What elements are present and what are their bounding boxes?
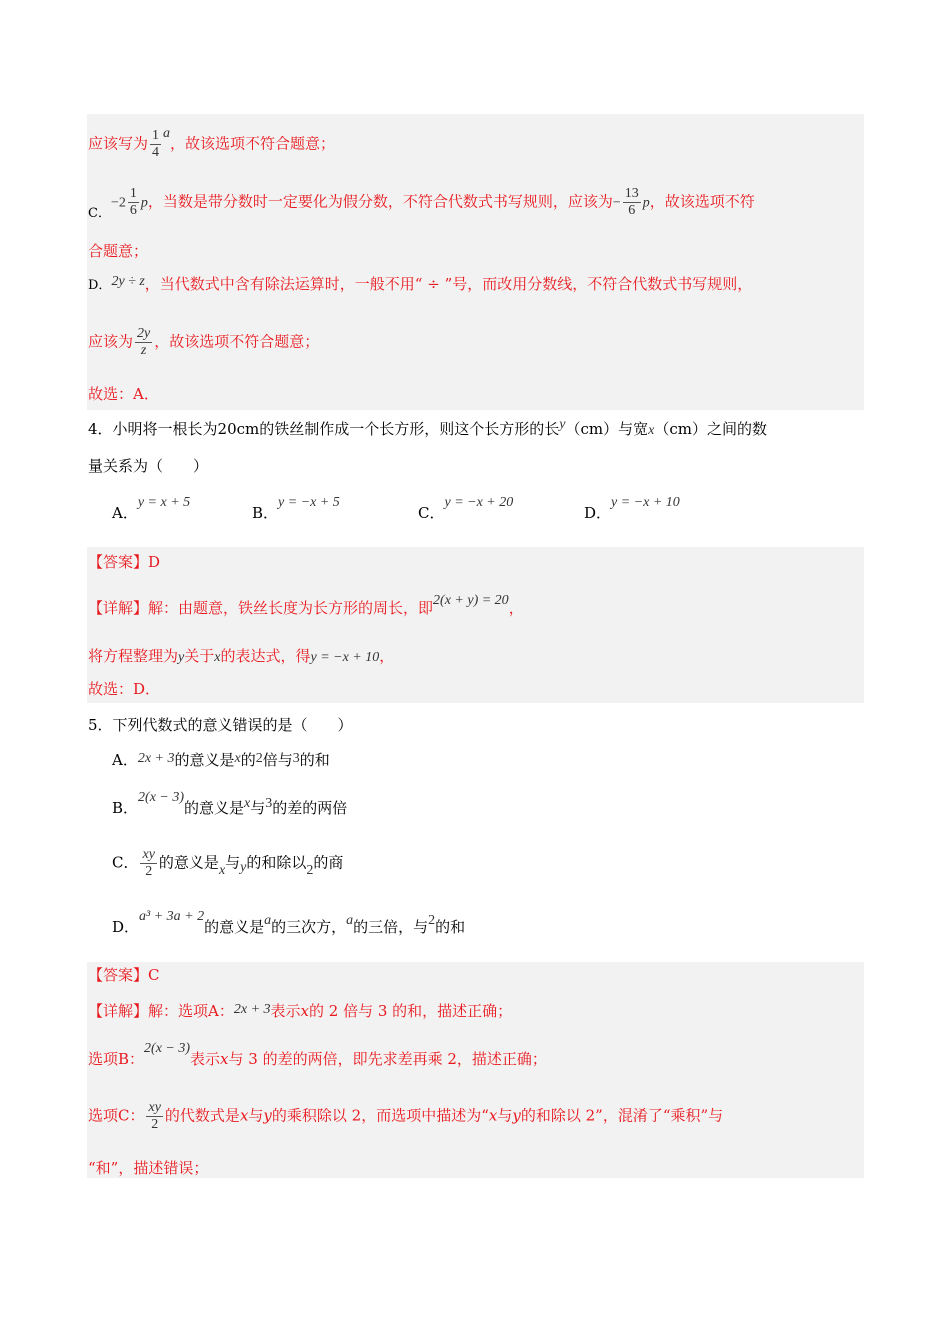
q5-detail-line1: 【详解】解：选项A：2x + 3表示x的 2 倍与 3 的和，描述正确； — [88, 1002, 513, 1020]
q5-answer: 【答案】C — [88, 966, 160, 984]
q5-detail-line2: 选项B：2(x − 3)表示x与 3 的差的两倍，即先求差再乘 2，描述正确； — [88, 1041, 547, 1068]
q4-option-d[interactable]: D．y = −x + 10 — [584, 495, 680, 522]
q5-option-c[interactable]: C． $\frac{xy}{2}$ 的意义是x与y的和除以2的商 — [112, 847, 344, 879]
q4-answer: 【答案】D — [88, 553, 161, 571]
q5-option-d[interactable]: D．a³ + 3a + 2的意义是a的三次方，a的三倍，与2的和 — [112, 909, 466, 936]
q4-option-c[interactable]: C．y = −x + 20 — [418, 495, 514, 522]
q4-detail-line2: 将方程整理为y关于x的表达式，得y = −x + 10， — [88, 647, 395, 665]
q4-choose: 故选：D． — [88, 680, 161, 698]
q5-option-a[interactable]: A．2x + 3的意义是x的2倍与3的和 — [112, 751, 330, 769]
fraction-xy-over-2-answer: $\frac{xy}{2}$ — [148, 1100, 161, 1132]
q4-detail-line1: 【详解】解：由题意，铁丝长度为长方形的周长，即2(x + y) = 20， — [88, 593, 524, 617]
q4-option-a[interactable]: A．y = x + 5 — [112, 495, 191, 522]
q5-detail-line3: 选项C： $\frac{xy}{2}$ 的代数式是x与y的乘积除以 2，而选项中描述为“x与y的和除以 2”，混淆了“乘积”与 — [88, 1100, 724, 1132]
q5-option-b[interactable]: B．2(x − 3)的意义是x与3的差的两倍 — [112, 790, 348, 817]
expl-option-c-line: C．−2 $\frac{1}{6}$ p，当数是带分数时一定要化为假分数，不符合代数式书写规则，应该为− $\frac{13}{6}$ p，故该选项不符 — [88, 186, 755, 221]
fraction-one-quarter: $\frac{1}{4}$ — [152, 128, 160, 160]
q5-detail-line4: “和”，描述错误； — [88, 1159, 209, 1177]
expl-option-a-line: 应该写为 $\frac{1}{4}$ a，故该选项不符合题意； — [88, 125, 336, 160]
answer-box-q4 — [87, 547, 864, 703]
improper-fraction: $\frac{13}{6}$ — [624, 186, 639, 218]
question-5-text: 5．下列代数式的意义错误的是（ ） — [88, 716, 353, 734]
mixed-fraction: $\frac{1}{6}$ — [129, 186, 137, 218]
question-4-text: 4．小明将一根长为20cm的铁丝制作成一个长方形，则这个长方形的长y（cm）与宽x（cm）之间的数 — [88, 417, 767, 438]
q4-option-b[interactable]: B．y = −x + 5 — [252, 495, 340, 522]
fraction-xy-over-2: $\frac{xy}{2}$ — [142, 847, 155, 879]
fraction-2y-over-z: $\frac{2y}{z}$ — [137, 326, 151, 358]
expl-option-d-line: D．2y ÷ z，当代数式中含有除法运算时，一般不用“ ÷ ”号，而改用分数线，不符合代数式书写规则， — [88, 274, 753, 293]
expl-choose-a: 故选：A． — [88, 385, 159, 403]
expl-option-d-cont: 应该为 $\frac{2y}{z}$ ，故该选项不符合题意； — [88, 326, 320, 358]
question-4-text-cont: 量关系为（ ） — [88, 457, 209, 475]
expl-option-c-cont: 合题意； — [88, 242, 149, 260]
